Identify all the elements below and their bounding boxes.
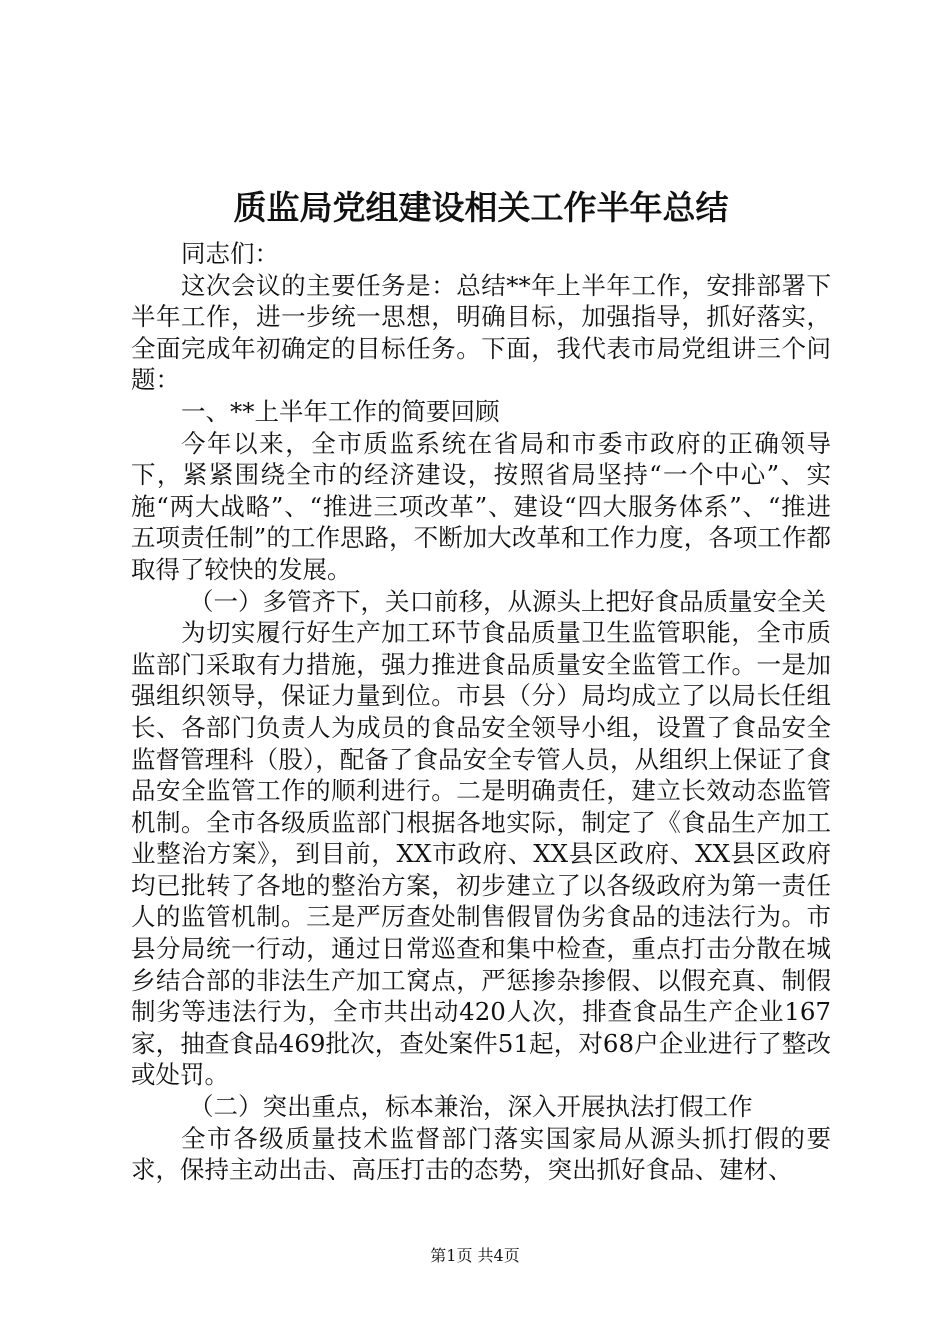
subsection-heading-1: （一）多管齐下，关口前移，从源头上把好食品质量安全关	[189, 586, 826, 616]
paragraph-overview: 今年以来，全市质监系统在省局和市委市政府的正确领导下，紧紧围绕全市的经济建设，按照省局坚持“一个中心”、实施“两大战略”、“推进三项改革”、建设“四大服务体系”、“推进五项责任制”的工作思路，不断加大改革和工作力度，各项工作都取得了较快的发展。	[131, 428, 831, 584]
paragraph-anti-counterfeit: 全市各级质量技术监督部门落实国家局从源头抓打假的要求，保持主动出击、高压打击的态势，突出抓好食品、建材、	[131, 1123, 831, 1185]
paragraph-food-safety: 为切实履行好生产加工环节食品质量卫生监管职能，全市质监部门采取有力措施，强力推进食品质量安全监管工作。一是加强组织领导，保证力量到位。市县（分）局均成立了以局长任组长、各部门负责人为成员的食品安全领导小组，设置了食品安全监督管理科（股），配备了食品安全专管人员，从组织上保证了食品安全监管工作的顺利进行。二是明确责任，建立长效动态监管机制。全市各级质监部门根据各地实际，制定了《食品生产加工业整治方案》，到目前，XX市政府、XX县区政府、XX县区政府均已批转了各地的整治方案，初步建立了以各级政府为第一责任人的监管机制。三是严厉查处制售假冒伪劣食品的违法行为。市县分局统一行动，通过日常巡查和集中检查，重点打击分散在城乡结合部的非法生产加工窝点，严惩掺杂掺假、以假充真、制假制劣等违法行为，全市共出动420人次，排查食品生产企业167家，抽查食品469批次，查处案件51起，对68户企业进行了整改或处罚。	[131, 618, 831, 1090]
page-number-footer: 第1页 共4页	[430, 1246, 520, 1265]
subsection-heading-2: （二）突出重点，标本兼治，深入开展执法打假工作	[189, 1092, 753, 1122]
section-heading-1: 一、**上半年工作的简要回顾	[181, 396, 500, 426]
paragraph-intro: 这次会议的主要任务是：总结**年上半年工作，安排部署下半年工作，进一步统一思想，明确目标，加强指导，抓好落实，全面完成年初确定的目标任务。下面，我代表市局党组讲三个问题：	[131, 270, 831, 395]
document-body	[131, 238, 831, 1186]
document-title: 质监局党组建设相关工作半年总结	[233, 188, 729, 227]
salutation: 同志们：	[181, 239, 279, 268]
